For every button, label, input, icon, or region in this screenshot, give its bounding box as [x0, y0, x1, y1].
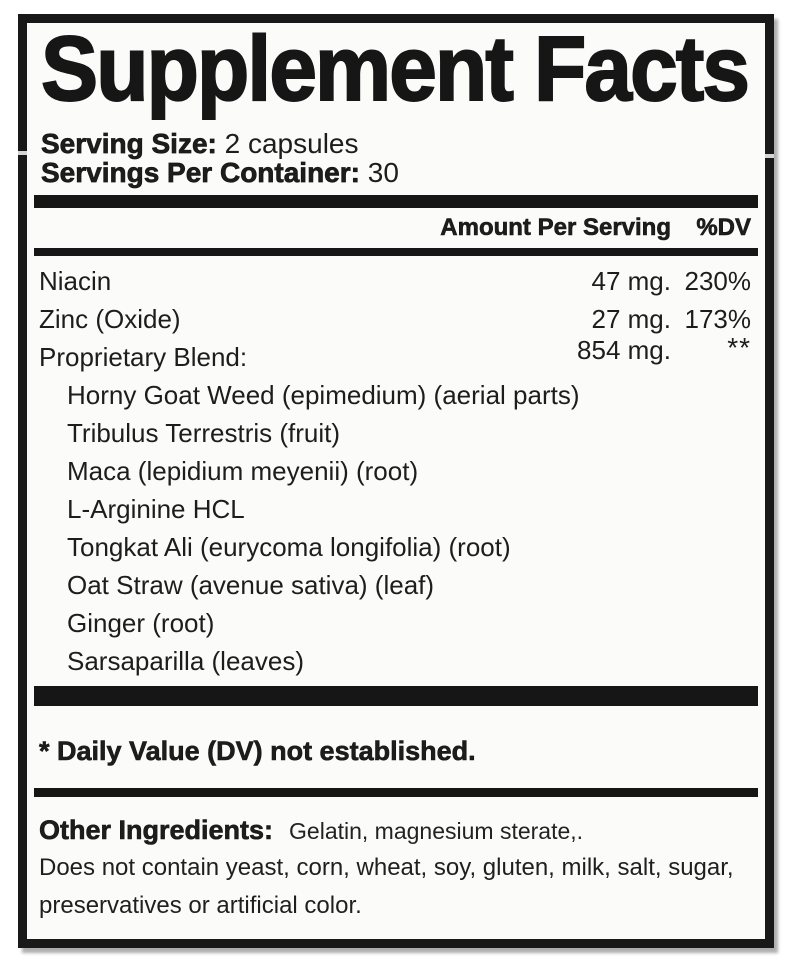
nutrient-name: Niacin	[39, 265, 112, 296]
disclaimer-line: Does not contain yeast, corn, wheat, soy, gluten, milk, salt, sugar,	[39, 854, 734, 881]
divider-thin-footer	[34, 788, 758, 797]
divider-thick-bottom	[34, 686, 758, 706]
servings-per-container-row	[41, 158, 765, 187]
border-notch-artifact-right	[765, 154, 774, 158]
blend-ingredient-item: Ginger (root)	[67, 607, 215, 638]
supplement-facts-panel	[18, 14, 774, 948]
nutrient-name: Proprietary Blend:	[39, 341, 248, 372]
blend-ingredient-item: Oat Straw (avenue sativa) (leaf)	[67, 569, 435, 600]
amount-per-serving-header: Amount Per Serving	[440, 214, 671, 241]
divider-thin-header	[34, 248, 758, 256]
nutrient-amount: 47 mg.	[591, 265, 671, 296]
nutrient-row-proprietary-blend	[39, 332, 751, 376]
servings-per-container-label: Servings Per Container:	[41, 157, 360, 188]
nutrient-dv: 230%	[684, 265, 751, 296]
dv-header: %DV	[696, 214, 751, 241]
other-ingredients-section	[27, 815, 765, 921]
serving-info	[41, 129, 765, 187]
serving-size-label: Serving Size:	[41, 128, 217, 159]
border-notch-artifact-left	[18, 151, 27, 155]
disclaimer-line: preservatives or artificial color.	[39, 892, 362, 919]
table-header-row	[27, 208, 765, 248]
nutrient-table	[27, 256, 765, 680]
nutrient-dv-stars: **	[727, 332, 751, 363]
serving-size-value: 2 capsules	[224, 128, 359, 159]
blend-ingredient-item: Horny Goat Weed (epimedium) (aerial parts)	[67, 379, 580, 410]
other-ingredients-value: Gelatin, magnesium sterate,.	[289, 818, 584, 844]
blend-ingredient-item: L-Arginine HCL	[67, 493, 245, 524]
blend-ingredient-item: Sarsaparilla (leaves)	[67, 645, 304, 676]
nutrient-name: Zinc (Oxide)	[39, 303, 181, 334]
blend-ingredient-item: Tribulus Terrestris (fruit)	[67, 417, 341, 448]
nutrient-dv: 173%	[684, 303, 751, 334]
blend-ingredient-item: Tongkat Ali (eurycoma longifolia) (root)	[67, 531, 511, 562]
servings-per-container-value: 30	[367, 157, 399, 188]
daily-value-footnote: * Daily Value (DV) not established.	[39, 735, 476, 766]
nutrient-row-niacin	[39, 262, 751, 300]
other-ingredients-label: Other Ingredients:	[39, 815, 274, 845]
divider-thick-top	[34, 195, 758, 208]
other-ingredients-row	[39, 815, 765, 845]
blend-ingredient-item: Maca (lepidium meyenii) (root)	[67, 455, 419, 486]
nutrient-amount: 27 mg.	[591, 303, 671, 334]
panel-title: Supplement Facts	[41, 17, 749, 120]
nutrient-amount: 854 mg.	[577, 334, 671, 365]
nutrient-row-zinc	[39, 300, 751, 338]
serving-size-row	[41, 129, 765, 158]
